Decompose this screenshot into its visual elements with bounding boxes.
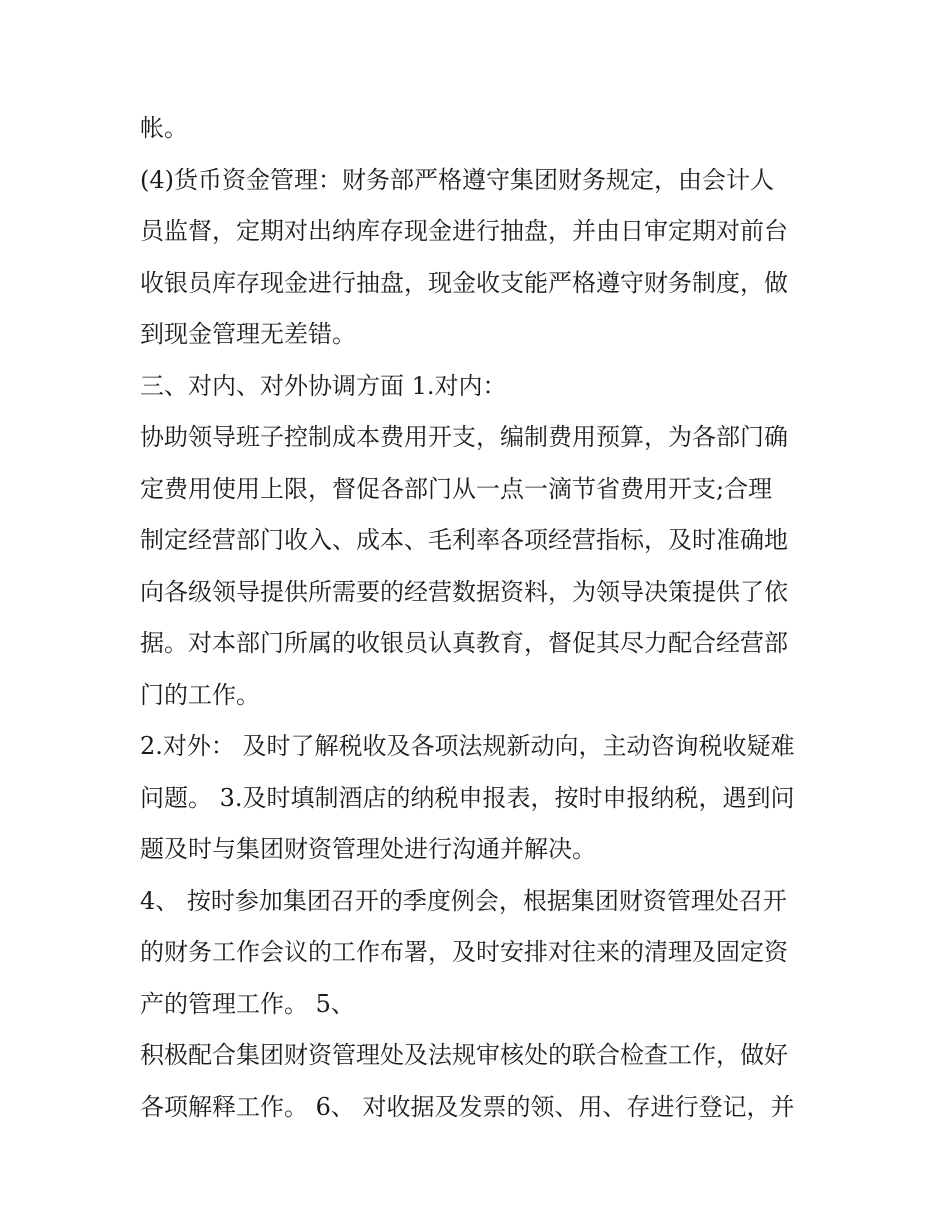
- text-line: 协助领导班子控制成本费用开支，编制费用预算，为各部门确: [140, 423, 788, 451]
- text-line: 4、 按时参加集团召开的季度例会，根据集团财资管理处召开: [140, 886, 787, 915]
- text-line: 积极配合集团财资管理处及法规审核处的联合检查工作，做好: [140, 1041, 788, 1069]
- text-line: 2.对外： 及时了解税收及各项法规新动向，主动咨询税收疑难: [140, 732, 795, 760]
- text-line: (4)货币资金管理：财务部严格遵守集团财务规定，由会计人: [140, 165, 774, 194]
- text-line: 定费用使用上限，督促各部门从一点一滴节省费用开支;合理: [140, 474, 773, 503]
- text-line: 的财务工作会议的工作布署，及时安排对往来的清理及固定资: [140, 938, 788, 966]
- text-line: 到现金管理无差错。: [140, 320, 356, 348]
- text-line: 问题。 3.及时填制酒店的纳税申报表，按时申报纳税，遇到问: [140, 783, 795, 812]
- text-line: 向各级领导提供所需要的经营数据资料，为领导决策提供了依: [140, 577, 788, 606]
- text-line: 产的管理工作。 5、: [140, 989, 355, 1018]
- text-line: 帐。: [140, 114, 188, 142]
- text-line: 制定经营部门收入、成本、毛利率各项经营指标，及时准确地: [140, 526, 788, 554]
- text-line: 题及时与集团财资管理处进行沟通并解决。: [140, 835, 596, 863]
- text-line: 门的工作。: [140, 680, 260, 709]
- text-line: 各项解释工作。 6、 对收据及发票的领、用、存进行登记，并: [140, 1092, 795, 1121]
- section-heading: 三、对内、对外协调方面 1.对内：: [140, 371, 507, 400]
- document-body: [140, 103, 820, 1133]
- text-line: 员监督，定期对出纳库存现金进行抽盘，并由日审定期对前台: [140, 217, 788, 245]
- text-line: 据。对本部门所属的收银员认真教育，督促其尽力配合经营部: [140, 629, 788, 657]
- text-line: 收银员库存现金进行抽盘，现金收支能严格遵守财务制度，做: [140, 268, 788, 297]
